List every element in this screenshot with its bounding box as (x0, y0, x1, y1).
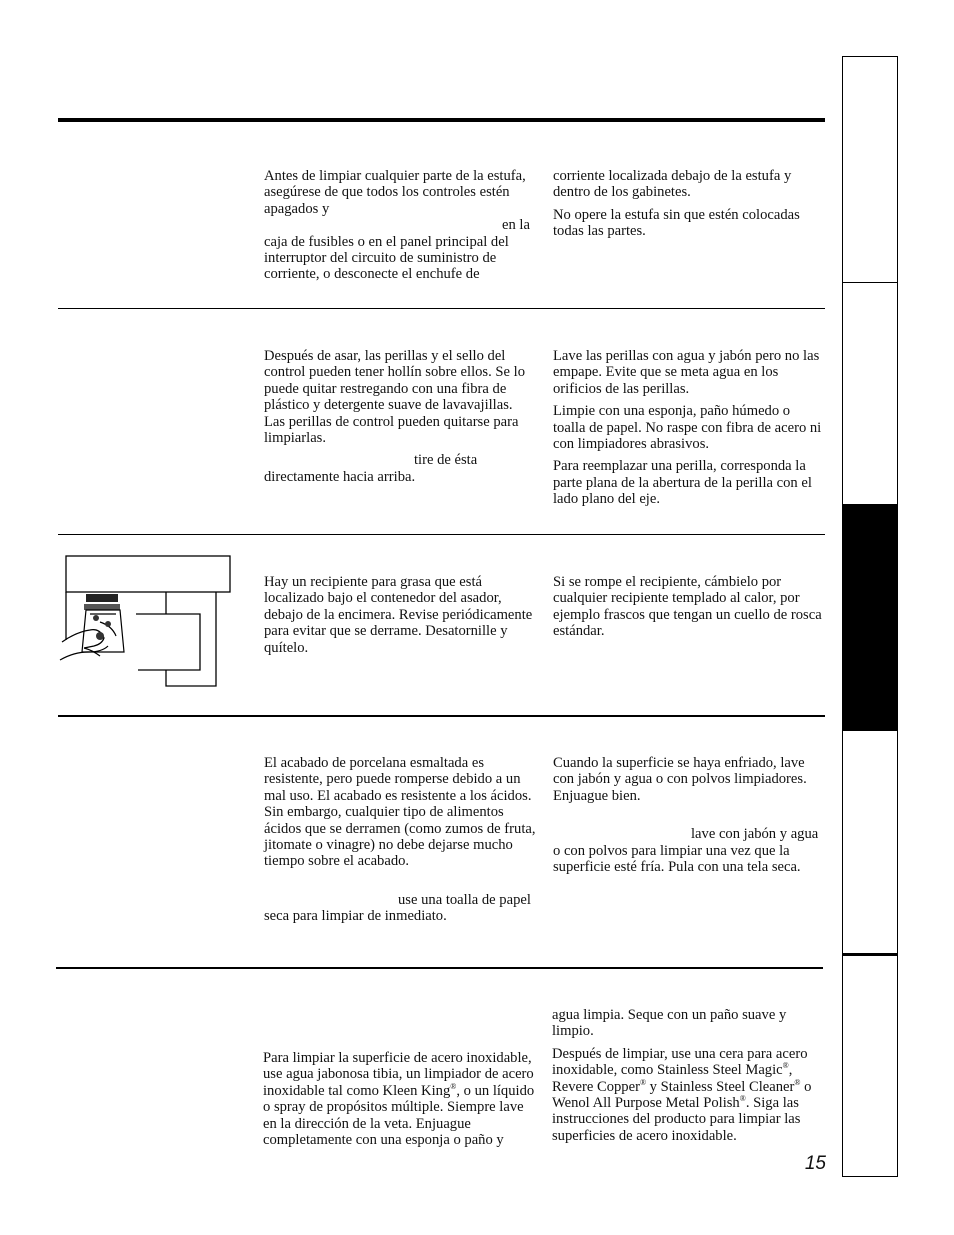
paragraph: use una toalla de papel seca para limpiar de inmediato. (264, 891, 531, 925)
side-tab-3-active[interactable] (843, 505, 897, 731)
grease-jar-illustration (56, 552, 236, 688)
side-tab-1[interactable] (843, 57, 897, 283)
registered-mark: ® (782, 1061, 789, 1071)
paragraph: Limpie con una esponja, paño húmedo o toalla de papel. No raspe con fibra de acero ni con limpiadores abrasivos. (553, 403, 822, 453)
paragraph: Después de asar, las perillas y el sello del control pueden tener hollín sobre ellos. Se lo puede quitar restregando con una fibra de plástico y detergente suave de lavavajillas. Las perillas de control pueden quitarse para limpiarlas. (264, 348, 526, 447)
section-divider-3 (58, 715, 825, 717)
paragraph: corriente localizada debajo de la estufa y dentro de los gabinetes. (553, 168, 792, 201)
section-2-right-column (553, 348, 823, 514)
section-divider-1 (58, 308, 825, 309)
registered-mark: ® (639, 1077, 647, 1087)
paragraph: agua limpia. Seque con un paño suave y limpio. (552, 1007, 787, 1040)
paragraph: Para limpiar la superficie de acero inoxidable, use agua jabonosa tibia, un limpiador de acero inoxidable tal como Kleen King®, o un líquido o spray de propósitos múltiple. Siempre lave en la dirección de la veta. Enjuague completamente con una esponja o paño y (263, 1050, 535, 1149)
paragraph: No opere la estufa sin que estén colocadas todas las partes. (553, 206, 800, 240)
paragraph: Antes de limpiar cualquier parte de la estufa, asegúrese de que todos los controles estén apagados y en la caja de fusibles o en el panel principal del interruptor del circuito de suministro de corriente, o desconecte el enchufe de (264, 168, 530, 283)
section-divider-2 (58, 534, 825, 535)
top-rule (58, 118, 825, 122)
paragraph: Si se rompe el recipiente, cámbielo por cualquier recipiente templado al calor, por ejemplo frascos que tengan un cuello de rosca estándar. (553, 574, 822, 640)
section-3-left-column (264, 574, 536, 662)
paragraph: Lave las perillas con agua y jabón pero no las empape. Evite que se meta agua en los orificios de las perillas. (553, 348, 820, 397)
side-tab-4[interactable] (843, 731, 897, 954)
section-4-left-column (264, 755, 536, 931)
section-5-right-column (552, 1007, 824, 1150)
paragraph: Hay un recipiente para grasa que está localizado bajo el contenedor del asador, debajo de la encimera. Revise periódicamente para evitar que se derrame. Desatornille y quítelo. (264, 574, 533, 656)
section-3-right-column (553, 574, 825, 646)
side-tab-2[interactable] (843, 283, 897, 505)
section-4-right-column (553, 755, 821, 881)
registered-mark: ® (450, 1081, 457, 1091)
section-5-left-column (263, 1050, 535, 1154)
registered-mark: ® (794, 1077, 801, 1087)
paragraph: tire de ésta directamente hacia arriba. (264, 452, 478, 485)
section-divider-4 (56, 967, 823, 969)
section-2-left-column (264, 348, 536, 491)
side-tab-strip (842, 56, 898, 1177)
paragraph: Después de limpiar, use una cera para acero inoxidable, como Stainless Steel Magic®, Revere Copper® y Stainless Steel Cleaner® o Wenol All Purpose Metal Polish®. Siga las instrucciones del producto para limpiar las superficies de acero inoxidable. (552, 1045, 812, 1144)
registered-mark: ® (739, 1094, 746, 1104)
section-1-right-column (553, 168, 821, 246)
paragraph: lave con jabón y agua o con polvos para limpiar una vez que la superficie esté fría. Pula con una tela seca. (553, 826, 819, 876)
page-number: 15 (804, 1153, 826, 1174)
paragraph: El acabado de porcelana esmaltada es resistente, pero puede romperse debido a un mal uso. El acabado es resistente a los ácidos. Sin embargo, cualquier tipo de alimentos ácidos que se derramen (como zumos de fruta, jitomate o vinagre) no debe dejarse mucho tiempo sobre el acabado. (264, 755, 536, 870)
paragraph: Cuando la superficie se haya enfriado, lave con jabón y agua o con polvos limpiadores. Enjuague bien. (553, 755, 807, 804)
paragraph: Para reemplazar una perilla, corresponda la parte plana de la abertura de la perilla con el lado plano del eje. (553, 458, 812, 508)
side-tab-5[interactable] (843, 954, 897, 1178)
section-1-left-column (264, 168, 536, 289)
